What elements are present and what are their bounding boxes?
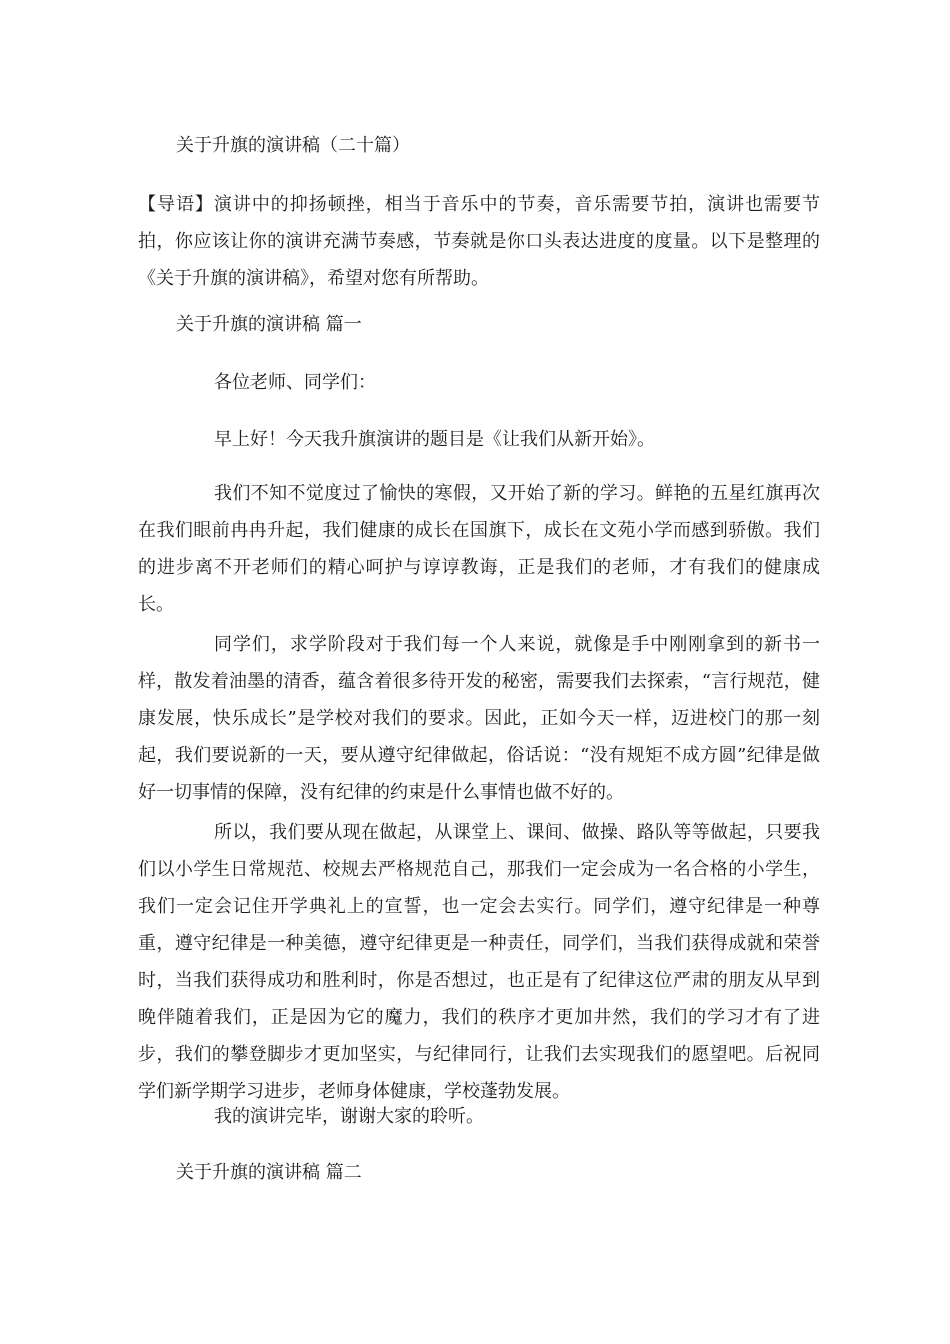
body-paragraph-1: 我们不知不觉度过了愉快的寒假，又开始了新的学习。鲜艳的五星红旗再次在我们眼前冉冉升起，我们健康的成长在国旗下，成长在文苑小学而感到骄傲。我们的进步离不开老师们的精心呵护与谆谆教诲，正是我们的老师，才有我们的健康成长。 [138,483,820,615]
document-title: 关于升旗的演讲稿（二十篇） [176,135,410,156]
intro-paragraph: 【导语】演讲中的抑扬顿挫，相当于音乐中的节奏，音乐需要节拍，演讲也需要节拍，你应该让你的演讲充满节奏感，节奏就是你口头表达进度的度量。以下是整理的《关于升旗的演讲稿》，希望对您有所帮助。 [138,194,820,289]
greeting-line: 各位老师、同学们： [214,372,376,393]
closing-line: 我的演讲完毕，谢谢大家的聆听。 [214,1106,484,1127]
body-paragraph-2: 同学们，求学阶段对于我们每一个人来说，就像是手中刚刚拿到的新书一样，散发着油墨的清香，蕴含着很多待开发的秘密，需要我们去探索，“言行规范，健康发展，快乐成长”是学校对我们的要求。因此，正如今天一样，迈进校门的那一刻起，我们要说新的一天，要从遵守纪律做起，俗话说：“没有规矩不成方圆”纪律是做好一切事情的保障，没有纪律的约束是什么事情也做不好的。 [138,634,820,803]
section-heading-2: 关于升旗的演讲稿 篇二 [176,1162,362,1183]
section-heading-1: 关于升旗的演讲稿 篇一 [176,314,362,335]
opening-line: 早上好！今天我升旗演讲的题目是《让我们从新开始》。 [214,429,655,450]
body-paragraph-3: 所以，我们要从现在做起，从课堂上、课间、做操、路队等等做起，只要我们以小学生日常规范、校规去严格规范自己，那我们一定会成为一名合格的小学生，我们一定会记住开学典礼上的宣誓，也一定会去实行。同学们，遵守纪律是一种尊重，遵守纪律是一种美德，遵守纪律更是一种责任，同学们，当我们获得成就和荣誉时，当我们获得成功和胜利时，你是否想过，也正是有了纪律这位严肃的朋友从早到晚伴随着我们，正是因为它的魔力，我们的秩序才更加井然，我们的学习才有了进步，我们的攀登脚步才更加坚实，与纪律同行，让我们去实现我们的愿望吧。后祝同学们新学期学习进步，老师身体健康，学校蓬勃发展。 [138,822,820,1102]
